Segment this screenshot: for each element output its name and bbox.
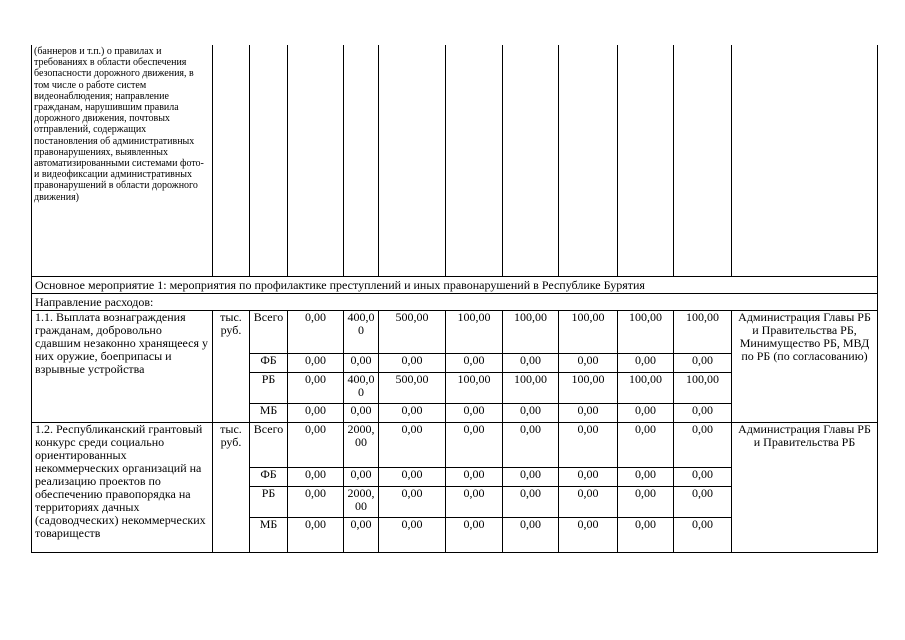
value-cell: 100,00 (618, 311, 674, 354)
value-cell: 0,00 (446, 423, 503, 468)
value-cell: 400,0 0 (344, 373, 379, 404)
value-cell: 0,00 (674, 518, 732, 553)
value-cell: 0,00 (344, 518, 379, 553)
value-cell: 0,00 (618, 423, 674, 468)
value-cell: 0,00 (288, 487, 344, 518)
main-event-row (32, 277, 878, 294)
value-cell: 0,00 (503, 404, 559, 423)
continuation-row (32, 45, 878, 277)
value-cell: 0,00 (379, 487, 446, 518)
value-cell: 0,00 (446, 404, 503, 423)
value-cell: 0,00 (379, 354, 446, 373)
value-cell: 0,00 (288, 518, 344, 553)
value-cell: 0,00 (379, 423, 446, 468)
value-cell: 0,00 (618, 468, 674, 487)
source-label: Всего (250, 311, 288, 354)
table-row (32, 423, 878, 468)
value-cell: 0,00 (288, 354, 344, 373)
value-cell: 0,00 (503, 518, 559, 553)
value-cell: 2000, 00 (344, 487, 379, 518)
value-cell: 0,00 (559, 423, 618, 468)
value-cell: 0,00 (618, 404, 674, 423)
value-cell: 0,00 (503, 487, 559, 518)
value-cell: 0,00 (618, 518, 674, 553)
expense-direction-label: Направление расходов: (32, 294, 878, 311)
value-cell: 500,00 (379, 373, 446, 404)
value-cell: 0,00 (446, 487, 503, 518)
value-cell: 0,00 (446, 468, 503, 487)
value-cell: 0,00 (379, 518, 446, 553)
program-table (31, 45, 878, 553)
value-cell: 2000, 00 (344, 423, 379, 468)
value-cell: 0,00 (288, 423, 344, 468)
main-event-heading: Основное мероприятие 1: мероприятия по профилактике преступлений и иных правонарушений в Республике Бурятия (32, 277, 878, 294)
value-cell: 0,00 (344, 404, 379, 423)
source-label: РБ (250, 487, 288, 518)
value-cell: 0,00 (446, 518, 503, 553)
value-cell: 0,00 (618, 354, 674, 373)
value-cell: 0,00 (379, 468, 446, 487)
source-label: МБ (250, 518, 288, 553)
value-cell: 0,00 (503, 468, 559, 487)
value-cell: 0,00 (288, 404, 344, 423)
value-cell: 100,00 (674, 373, 732, 404)
value-cell: 100,00 (559, 373, 618, 404)
value-cell: 0,00 (344, 354, 379, 373)
value-cell: 0,00 (446, 354, 503, 373)
item-title: 1.1. Выплата вознаграждения гражданам, добровольно сдавшим незаконно хранящееся у них оружие, боеприпасы и взрывные устройства (32, 311, 213, 423)
value-cell: 100,00 (674, 311, 732, 354)
value-cell: 100,00 (446, 373, 503, 404)
value-cell: 0,00 (503, 423, 559, 468)
value-cell: 100,00 (559, 311, 618, 354)
value-cell: 100,00 (618, 373, 674, 404)
table-row (32, 311, 878, 354)
value-cell: 100,00 (503, 311, 559, 354)
value-cell: 0,00 (288, 311, 344, 354)
value-cell: 500,00 (379, 311, 446, 354)
value-cell: 0,00 (559, 487, 618, 518)
value-cell: 0,00 (503, 354, 559, 373)
value-cell: 100,00 (446, 311, 503, 354)
value-cell: 0,00 (288, 373, 344, 404)
unit-label: тыс. руб. (213, 423, 250, 553)
source-label: ФБ (250, 468, 288, 487)
expense-direction-row (32, 294, 878, 311)
value-cell: 0,00 (344, 468, 379, 487)
value-cell: 400,0 0 (344, 311, 379, 354)
value-cell: 0,00 (674, 487, 732, 518)
item-title: 1.2. Республиканский грантовый конкурс среди социально ориентированных некоммерческих организаций на реализацию проектов по обеспечению правопорядка на территориях дачных (садоводческих) некоммерческих товариществ (32, 423, 213, 553)
value-cell: 0,00 (559, 404, 618, 423)
value-cell: 0,00 (674, 354, 732, 373)
source-label: МБ (250, 404, 288, 423)
value-cell: 0,00 (618, 487, 674, 518)
value-cell: 0,00 (288, 468, 344, 487)
executor-text: Администрация Главы РБ и Правительства РБ (732, 423, 878, 553)
value-cell: 0,00 (674, 468, 732, 487)
value-cell: 0,00 (379, 404, 446, 423)
value-cell: 100,00 (503, 373, 559, 404)
value-cell: 0,00 (674, 404, 732, 423)
source-label: ФБ (250, 354, 288, 373)
continuation-text: (баннеров и т.п.) о правилах и требованиях в области обеспечения безопасности дорожного движения, в том числе о работе систем видеонаблюдения; направление гражданам, нарушившим правила дорожного движения, почтовых отправлений, содержащих постановления об административных правонарушениях, выявленных автоматизированными системами фото- и видеофиксации административных правонарушений в области дорожного движения) (32, 45, 213, 277)
value-cell: 0,00 (674, 423, 732, 468)
value-cell: 0,00 (559, 468, 618, 487)
source-label: РБ (250, 373, 288, 404)
value-cell: 0,00 (559, 518, 618, 553)
unit-label: тыс. руб. (213, 311, 250, 423)
source-label: Всего (250, 423, 288, 468)
value-cell: 0,00 (559, 354, 618, 373)
executor-text: Администрация Главы РБ и Правительства РБ, Минимущество РБ, МВД по РБ (по согласованию) (732, 311, 878, 423)
